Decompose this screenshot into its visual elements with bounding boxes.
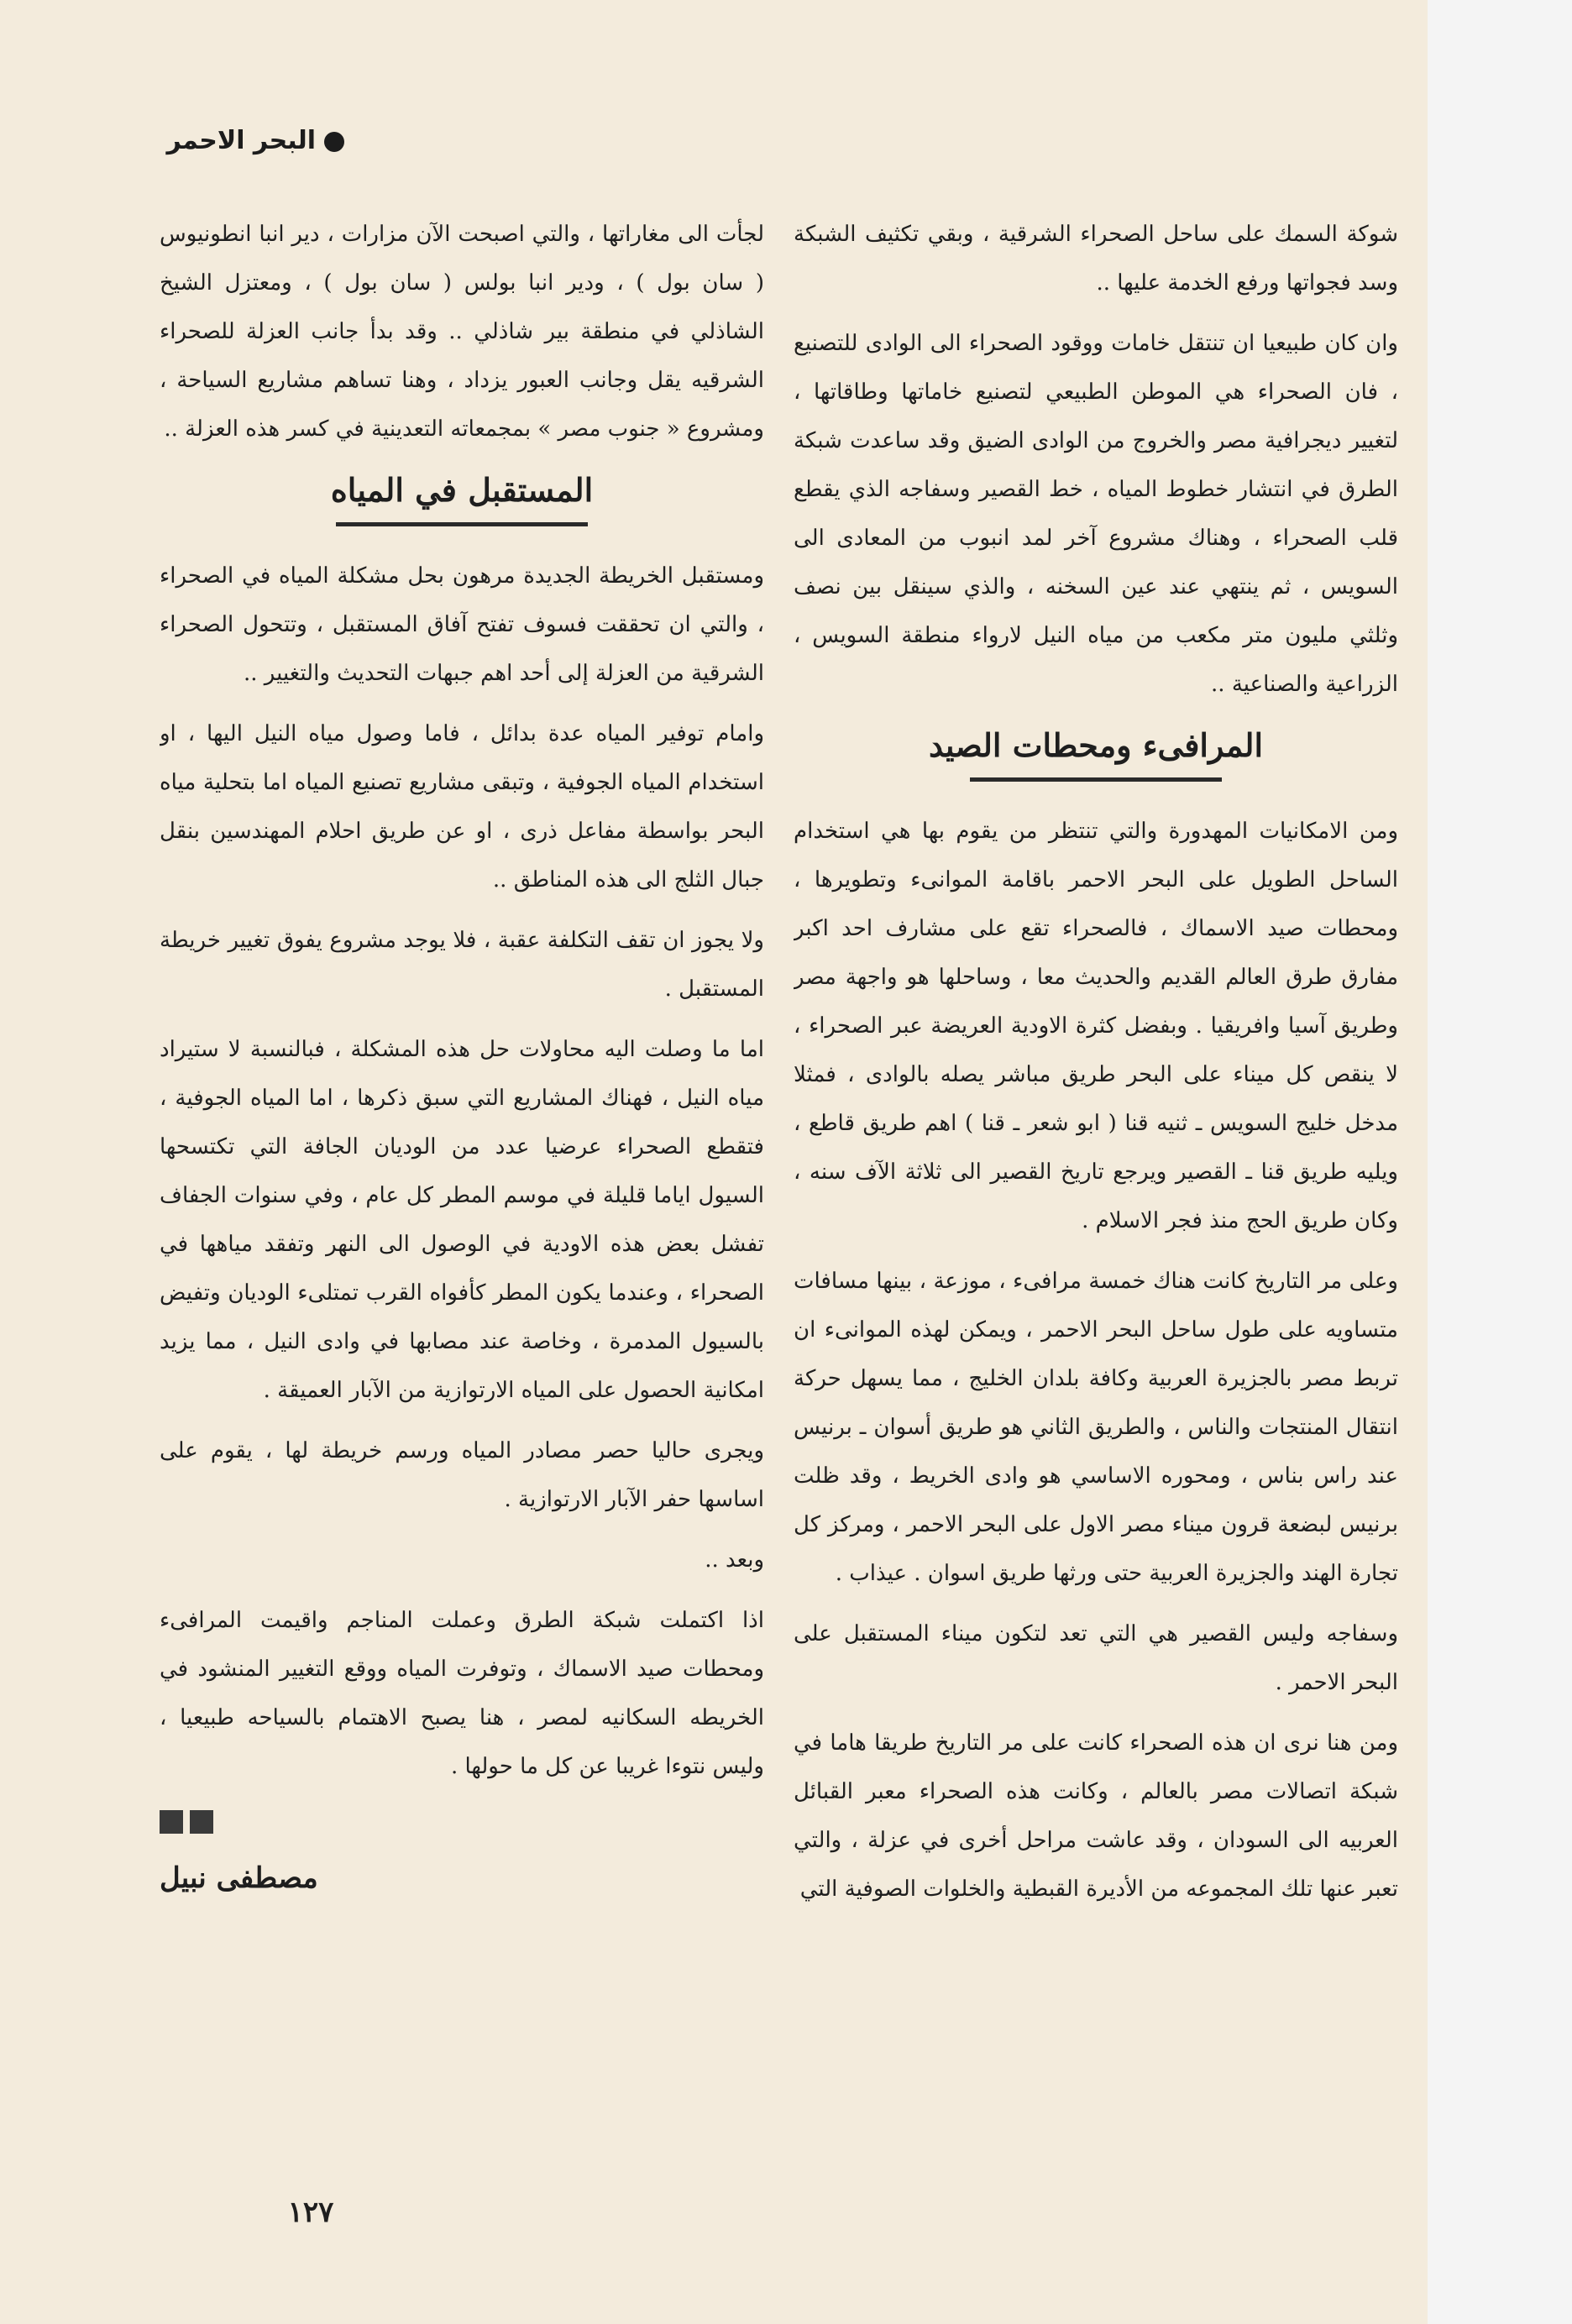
scan-margin — [1428, 0, 1572, 2324]
paragraph: وعلى مر التاريخ كانت هناك خمسة مرافىء ، موزعة ، بينها مسافات متساويه على طول ساحل البحر الاحمر ، ويمكن لهذه الموانىء ان تربط مصر بالجزيرة العربية وكافة بلدان الخليج ، مما يسهل حركة انتقال المنتجات والناس ، والطريق الثاني هو طريق أسوان ـ برنيس عند راس بناس ، ومحوره الاساسي هو وادى الخريط ، وقد ظلت برنيس لبضعة قرون ميناء مصر الاول على البحر الاحمر ، ومركز كل تجارة الهند والجزيرة العربية حتى ورثها طريق اسوان . عيذاب . — [794, 1269, 1398, 1586]
section-heading: المرافىء ومحطات الصيد — [928, 726, 1264, 764]
heading-rule — [336, 522, 588, 526]
paragraph: ومن الامكانيات المهدورة والتي تنتظر من يقوم بها هي استخدام الساحل الطويل على البحر الاحمر باقامة الموانىء وتطويرها ، ومحطات صيد الاسماك ، فالصحراء تقع على مشارف احد اكبر مفارق طرق العالم القديم والحديث معا ، وساحلها هو واجهة مصر وطريق آسيا وافريقيا . وبفضل كثرة الاودية العريضة عبر الصحراء ، لا ينقص كل ميناء على البحر طريق مباشر يصله بالوادى ، فمثلا مدخل خليج السويس ـ ثنيه قنا ( ابو شعر ـ قنا ) اهم طريق قاطع ، ويليه طريق قنا ـ القصير ويرجع تاريخ القصير الى ثلاثة الآف سنه ، وكان طريق الحج منذ فجر الاسلام . — [794, 819, 1398, 1233]
running-head — [160, 126, 344, 173]
paragraph: وامام توفير المياه عدة بدائل ، فاما وصول مياه النيل اليها ، او استخدام المياه الجوفية ، وتبقى مشاريع تصنيع المياه اما بتحلية مياه البحر بواسطة مفاعل ذرى ، او عن طريق احلام المهندسين بنقل جبال الثلج الى هذه المناطق .. — [160, 721, 764, 892]
paragraph: وبعد .. — [705, 1547, 764, 1573]
heading-rule — [970, 777, 1222, 782]
end-square-icon — [190, 1810, 213, 1834]
paragraph: ويجرى حاليا حصر مصادر المياه ورسم خريطة لها ، يقوم على اساسها حفر الآبار الارتوازية . — [160, 1438, 764, 1512]
paragraph: لجأت الى مغاراتها ، والتي اصبحت الآن مزارات ، دير انبا انطونيوس ( سان بول ) ، ودير انبا بولس ( سان بول ) ، ومعتزل الشيخ الشاذلي في منطقة بير شاذلي .. وقد بدأ جانب العزلة للصحراء الشرقيه يقل وجانب العبور يزداد ، وهنا تساهم مشاريع السياحة ، ومشروع « جنوب مصر » بمجمعاته التعدينية في كسر هذه العزلة .. — [160, 222, 764, 442]
paragraph: اذا اكتملت شبكة الطرق وعملت المناجم واقيمت المرافىء ومحطات صيد الاسماك ، وتوفرت المياه ووقع التغيير المنشود في الخريطه السكانيه لمصر ، هنا يصبح الاهتمام بالسياحه طبيعيا ، وليس نتوءا غريبا عن كل ما حولها . — [160, 1608, 764, 1779]
left-column — [160, 210, 764, 2208]
paragraph: وسفاجه وليس القصير هي التي تعد لتكون ميناء المستقبل على البحر الاحمر . — [794, 1621, 1398, 1695]
paragraph: اما ما وصلت اليه محاولات حل هذه المشكلة ، فبالنسبة لا ستيراد مياه النيل ، فهناك المشاريع التي سبق ذكرها ، اما المياه الجوفية ، فتقطع الصحراء عرضيا عدد من الوديان الجافة التي تكتسحها السيول اياما قليلة في موسم المطر كل عام ، وفي سنوات الجفاف تفشل بعض هذه الاودية في الوصول الى النهر وتفقد مياهها في الصحراء ، وعندما يكون المطر كأفواه القرب تمتلىء الوديان وتفيض بالسيول المدمرة ، وخاصة عند مصابها في وادى النيل ، مما يزيد امكانية الحصول على المياه الارتوازية من الآبار العميقة . — [160, 1037, 764, 1403]
end-square-icon — [160, 1810, 183, 1834]
paragraph: شوكة السمك على ساحل الصحراء الشرقية ، وبقي تكثيف الشبكة وسد فجواتها ورفع الخدمة عليها .. — [794, 222, 1398, 296]
end-of-article-marks — [160, 1803, 764, 1828]
paragraph: وان كان طبيعيا ان تنتقل خامات ووقود الصحراء الى الوادى للتصنيع ، فان الصحراء هي الموطن الطبيعي لتصنيع خاماتها وطاقاتها ، لتغيير ديجرافية مصر والخروج من الوادى الضيق وقد ساعدت شبكة الطرق في انتشار خطوط المياه ، خط القصير وسفاجه الذي يقطع قلب الصحراء ، وهناك مشروع آخر لمد انبوب من المعادى الى السويس ، ثم ينتهي عند عين السخنه ، والذي سينقل بين نصف وثلثي مليون متر مكعب من مياه النيل لارواء منطقة السويس ، الزراعية والصناعية .. — [794, 331, 1398, 697]
paragraph: ومن هنا نرى ان هذه الصحراء كانت على مر التاريخ طريقا هاما في شبكة اتصالات مصر بالعالم ، وكانت هذه الصحراء معبر القبائل العربيه الى السودان ، وقد عاشت مراحل أخرى في عزلة ، والتي تعبر عنها تلك المجموعه من الأديرة القبطية والخلوات الصوفية التي — [794, 1730, 1398, 1902]
paragraph: ولا يجوز ان تقف التكلفة عقبة ، فلا يوجد مشروع يفوق تغيير خريطة المستقبل . — [160, 928, 764, 1002]
author-name: مصطفى نبيل — [160, 1861, 318, 1895]
section-heading: المستقبل في المياه — [330, 471, 594, 509]
section-title: البحر الاحمر — [166, 126, 316, 155]
page-number: ١٢٧ — [287, 2196, 334, 2229]
right-column — [794, 210, 1398, 2208]
bullet-icon — [324, 132, 344, 152]
paragraph: ومستقبل الخريطة الجديدة مرهون بحل مشكلة المياه في الصحراء ، والتي ان تحققت فسوف تفتح آفاق المستقبل ، وتتحول الصحراء الشرقية من العزلة إلى أحد اهم جبهات التحديث والتغيير .. — [160, 563, 764, 686]
